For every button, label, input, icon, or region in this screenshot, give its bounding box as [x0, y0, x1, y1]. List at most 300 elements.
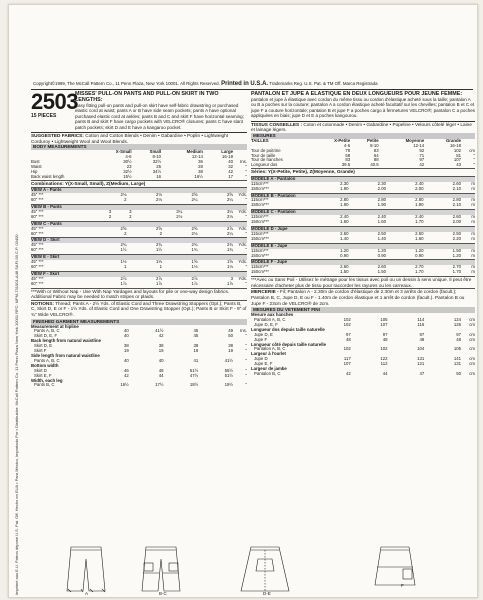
row-label: Pants A, B, C	[34, 357, 60, 363]
table-cell: 45" ***	[31, 242, 44, 248]
table-cell: 2.70	[452, 264, 461, 270]
table-cell: 2	[159, 230, 162, 236]
table-cell: 1.50	[377, 269, 386, 275]
table-cell: Yds.	[238, 242, 247, 248]
table-cell: 2⅝	[227, 192, 233, 198]
table-cell: 2⅛	[191, 230, 198, 236]
drawing-label-a: A	[85, 591, 89, 596]
view-block	[31, 221, 247, 237]
table-cell: 2⅞	[227, 225, 233, 231]
table-cell: cm	[469, 336, 475, 342]
table-row	[251, 254, 475, 259]
table-cell: "	[245, 357, 247, 363]
table-cell: 19	[193, 348, 199, 354]
table-cell: 0.90	[340, 252, 349, 258]
nap-note: ***With or Without Nap - Use With Nap Yardages and layouts for pile or one-way design fabrics. Additional Fabric may be needed to match stripes or plaids.	[31, 288, 247, 300]
table-cell: "	[245, 343, 247, 349]
table-cell: 0.90	[377, 252, 386, 258]
table-cell: Yds.	[238, 208, 247, 214]
table-row	[31, 383, 247, 388]
table-cell: 42	[123, 372, 129, 378]
view-block	[251, 243, 475, 259]
table-cell: 1.60	[415, 235, 424, 241]
table-cell: 42	[158, 333, 164, 339]
table-cell: 97	[382, 331, 388, 337]
table-cell: 2.40	[377, 214, 386, 220]
table-cell: m	[471, 180, 475, 186]
table-cell: 51½	[224, 372, 233, 378]
drawing-label-bc: B-C	[159, 591, 167, 596]
table-cell: 55½	[224, 367, 233, 373]
table-cell: 1⅞	[156, 280, 162, 286]
table-cell: m	[471, 252, 475, 258]
row-label: Skirt D, E, F	[34, 333, 58, 339]
view-block	[251, 226, 475, 242]
table-cell: m	[471, 197, 475, 203]
table-cell: 45" ***	[31, 275, 44, 281]
table-cell: 1.60	[377, 219, 386, 225]
table-cell: 40	[123, 328, 129, 334]
table-cell: 2.50	[340, 230, 349, 236]
body-measurements-table-fr: TAILLES X-Petite Petite Moyenne Grande 4-6 8-10 12-14 16-18 Tour de poitrine 78 83 92 102 cm Tour de taille 58 64 71 81 " Tour de hanches 83 88 97 107 " Longueur dos 39.5 40.5 42 43 "	[251, 137, 475, 168]
row-label: Side length from natural waistline	[31, 352, 100, 358]
table-row	[31, 215, 247, 220]
table-cell: 2.00	[377, 185, 386, 191]
table-cell: 1½	[156, 247, 162, 253]
table-cell: 1.20	[415, 247, 424, 253]
table-cell: 1½	[120, 247, 127, 253]
table-cell: 48	[158, 367, 164, 373]
table-cell: 1.70	[452, 269, 461, 275]
row-label: Largeur de jambe	[251, 366, 287, 372]
table-cell: 2⅞	[120, 275, 127, 281]
table-cell: 115cm***	[251, 230, 269, 236]
table-row	[31, 232, 247, 237]
view-block	[31, 271, 247, 287]
table-cell: m	[471, 269, 475, 275]
table-cell: 2⅝	[191, 225, 198, 231]
table-cell: 150cm***	[251, 219, 269, 225]
table-cell: 115cm***	[251, 180, 269, 186]
table-cell: 45" ***	[31, 208, 44, 214]
table-cell: 60" ***	[31, 213, 44, 219]
table-cell: 41½	[224, 357, 233, 363]
table-cell: 38	[193, 343, 199, 349]
table-cell: "	[245, 230, 247, 236]
table-cell: 45	[193, 328, 199, 334]
table-cell: Yds.	[238, 192, 247, 198]
table-row	[251, 270, 475, 275]
table-row: Back waist length 15½ 16 16½ 17 "	[31, 173, 247, 179]
view-label: MODELE B - Pantalon	[251, 194, 475, 199]
table-row	[251, 203, 475, 208]
table-cell: 131	[417, 356, 425, 362]
table-cell: 107	[343, 361, 351, 367]
table-cell: "	[245, 348, 247, 354]
view-label: MODELE E - Jupe	[251, 244, 475, 249]
table-cell: 115cm***	[251, 197, 269, 203]
body-measurements-heading-fr: MESURES	[251, 133, 475, 139]
table-row	[31, 248, 247, 253]
table-cell: 2.60	[340, 264, 349, 270]
table-cell: 122	[380, 356, 388, 362]
table-cell: 102	[343, 321, 351, 327]
table-row: Tour de hanches 83 88 97 107 "	[251, 157, 475, 163]
table-cell: 51½	[189, 367, 199, 373]
table-cell: 40	[158, 357, 164, 363]
table-cell: 40	[123, 357, 129, 363]
table-cell: 3	[108, 208, 112, 214]
table-cell: "	[245, 263, 247, 269]
table-cell: 2.30	[340, 180, 349, 186]
table-cell: 2.10	[452, 202, 461, 208]
table-cell: 19	[123, 348, 129, 354]
table-cell: 104	[417, 346, 425, 352]
description-text-fr: pantalon et jupe à élastique avec cordon du même tissu ou cordon d'élastique acheté sous la taille; pantalon A ou B a poches sur la couture; pantalon A a cordon élastique acheté facultatif sur les chevilles; pantalon B et C et jupe F a couture horizontale; pantalon B et jupe F a poches cargo à fermetures VELCRO®; pantalon C a poches appliquées en biais; jupe D et E a poches kangourou.	[251, 97, 475, 119]
table-cell: 1⅓	[156, 259, 162, 265]
table-cell: 2	[129, 213, 132, 219]
table-cell: 131	[453, 361, 461, 367]
table-cell: 47	[419, 371, 425, 376]
pattern-envelope-back	[8, 4, 478, 598]
table-cell: 2.30	[377, 180, 386, 186]
table-cell: 1⅝	[191, 259, 198, 265]
table-cell: 114	[417, 317, 425, 323]
table-cell: 60" ***	[31, 197, 44, 203]
table-cell: 1.20	[377, 247, 386, 253]
finished-heading: FINISHED GARMENT MEASUREMENTS	[31, 319, 247, 325]
yardage-views-fr	[251, 176, 475, 275]
body-measurements-heading: BODY MEASUREMENTS	[31, 144, 247, 150]
view-label: VIEW D - Skirt	[31, 238, 247, 243]
table-cell: 116	[417, 321, 425, 327]
table-cell: 2⅞	[191, 275, 198, 281]
table-cell: 19	[158, 348, 164, 354]
table-cell: m	[471, 247, 475, 253]
table-cell: 107	[380, 321, 388, 327]
table-cell: 38	[228, 343, 233, 349]
table-cell: "	[245, 280, 247, 286]
table-cell: 19½	[224, 382, 233, 388]
table-cell: 150cm***	[251, 252, 269, 258]
table-cell: 3¼	[176, 208, 183, 214]
table-row: Tour de poitrine 78 83 92 102 cm	[251, 147, 475, 153]
table-cell: m	[471, 185, 475, 191]
table-cell: Yds.	[238, 259, 247, 265]
table-cell: 2.50	[452, 230, 461, 236]
table-cell: 2.60	[452, 214, 461, 220]
table-cell: 60" ***	[31, 263, 44, 269]
table-cell: 2.80	[377, 197, 386, 203]
table-cell: 0.90	[415, 252, 424, 258]
copyright-line: Copyright©1999, The McCall Pattern Co., 11 Penn Plaza, New York 10001. All Rights Reserved. Printed in U.S.A. Trademarks Reg. U.S. Pat. & TM Off. Marca Registrada	[33, 81, 378, 87]
description-text: Easy fitting pull-on pants and pull-on skirt have self-fabric drawstring or purchased elastic cord at waist; pants A or B have side seam pockets; pants A have optional purchased elastic cord at ankles; pants B and C and skirt F have horizontal seaming; pants B and skirt F have cargo pockets with VELCRO® closures; pants C have slant patch pockets; skirt D and E have a kangaroo pocket.	[75, 103, 244, 130]
table-cell: 2⅝	[120, 225, 127, 231]
drawing-label-de: D-E	[263, 591, 271, 596]
view-label: VIEW F - Skirt	[31, 272, 247, 277]
table-cell: 1⅝	[227, 259, 233, 265]
row-label: Pants B, C	[34, 382, 55, 388]
table-cell: 2.50	[377, 230, 386, 236]
table-cell: cm	[469, 317, 475, 323]
table-cell: cm	[469, 346, 475, 352]
table-cell: 2¾	[120, 242, 127, 248]
view-label: MODELE F - Jupe	[251, 260, 475, 265]
table-cell: 2.40	[415, 180, 424, 186]
side-legal-text: Imprimé aux E.U. Patron déposé U.S. Pat. Off. Hecho en EUA • Para México, Importado Por • Distribuidor: McCall Pattern Co. 11 Penn Plaza New York 10001 RFC: MPM-731001-A48 SAFI-90 C.P. 03400	[14, 234, 19, 595]
table-cell: 2¼	[227, 197, 233, 203]
table-cell: 2.80	[340, 197, 349, 203]
table-cell: Yds.	[238, 225, 247, 231]
row-label: Pants A, B, C	[34, 328, 60, 334]
table-cell: 150cm***	[251, 202, 269, 208]
row-label: Pantalon A, B, C	[254, 346, 286, 352]
view-block	[251, 209, 475, 225]
table-cell: 2.80	[415, 197, 424, 203]
view-block	[251, 259, 475, 275]
table-cell: 45" ***	[31, 259, 44, 265]
table-cell: Yds.	[238, 275, 247, 281]
table-row	[251, 220, 475, 225]
table-cell: "	[245, 382, 247, 388]
table-row: Hip 32½ 34½ 38 42 "	[31, 168, 247, 174]
table-cell: 18½	[189, 382, 199, 388]
table-cell: 1	[159, 263, 162, 269]
table-cell: 1.90	[340, 185, 349, 191]
table-cell: 2	[108, 213, 112, 219]
table-cell: 2¼	[227, 230, 233, 236]
table-cell: 1.50	[340, 269, 349, 275]
table-cell: "	[245, 367, 247, 373]
table-cell: 150cm***	[251, 185, 269, 191]
table-cell: 121	[417, 361, 425, 367]
table-cell: 2⅝	[156, 225, 162, 231]
table-row: Bust 30½ 32½ 36 40 Ins.	[31, 159, 247, 165]
table-cell: 19	[228, 348, 233, 354]
table-cell: 42	[345, 371, 351, 376]
table-cell: 112	[380, 361, 388, 367]
combinations: Combinations: Y(X-Small, Small), Z(Medium, Large)	[31, 180, 247, 187]
table-cell: 16½	[120, 382, 129, 388]
table-cell: 2.60	[377, 264, 386, 270]
top-rule	[31, 89, 473, 90]
table-cell: 1	[124, 263, 127, 269]
table-cell: 115cm***	[251, 247, 269, 253]
row-label: Bottom width	[31, 362, 59, 368]
table-cell: 124	[453, 317, 461, 323]
description-title-fr: PANTALON ET JUPE A ELASTIQUE EN DEUX LONGUEURS POUR JEUNE FEMME:	[251, 91, 463, 97]
table-cell: 60" ***	[31, 230, 44, 236]
table-cell: 2¼	[191, 197, 198, 203]
table-cell: 2⅛	[227, 213, 233, 219]
table-cell: 2	[124, 197, 127, 203]
row-label: Skirt D	[34, 367, 47, 373]
table-cell: 17½	[155, 382, 164, 388]
row-label: Measurement at hipline	[31, 323, 79, 329]
table-cell: cm	[469, 321, 475, 327]
table-cell: 2	[124, 230, 127, 236]
table-cell: 1⅓	[120, 259, 127, 265]
table-cell: 3	[230, 275, 233, 281]
pants-a-drawing	[67, 547, 105, 592]
table-cell: 48	[382, 336, 388, 342]
table-cell: 38	[123, 343, 129, 349]
view-label: MODELE D - Jupe	[251, 227, 475, 232]
table-cell: 1.50	[452, 247, 461, 253]
view-label: MODELE A - Pantalon	[251, 177, 475, 182]
row-label: Jupe E, F	[254, 361, 273, 367]
table-cell: 46	[123, 367, 129, 373]
row-label: Back length from natural waistline	[31, 338, 101, 344]
pants-bc-drawing	[142, 547, 180, 591]
table-cell: 1.40	[340, 235, 349, 241]
row-label: Jupe F	[254, 336, 268, 342]
table-cell: 47½	[189, 372, 199, 378]
table-cell: 44	[158, 372, 164, 378]
table-cell: 2.40	[340, 214, 349, 220]
table-cell: 1.70	[415, 219, 424, 225]
table-cell: 150cm***	[251, 269, 269, 275]
table-cell: 2.20	[452, 235, 461, 241]
table-cell: 2⅛	[176, 213, 183, 219]
table-cell: 48	[419, 336, 425, 342]
table-cell: 2⅞	[156, 275, 162, 281]
table-cell: 1.60	[340, 219, 349, 225]
table-cell: 41½	[155, 328, 164, 334]
table-cell: 102	[343, 346, 351, 352]
table-cell: 1¾	[191, 247, 198, 253]
table-cell: 97	[419, 331, 425, 337]
table-cell: 49	[228, 328, 233, 334]
table-cell: 48	[345, 336, 351, 342]
table-cell: 1⅞	[120, 280, 127, 286]
table-cell: 1.20	[452, 252, 461, 258]
table-cell: 2.60	[452, 180, 461, 186]
table-cell: 3	[129, 208, 132, 214]
table-cell: 2⅛	[156, 197, 162, 203]
yardage-views	[31, 187, 247, 286]
table-row	[251, 237, 475, 242]
table-cell: cm	[469, 361, 475, 367]
table-cell: 45" ***	[31, 192, 44, 198]
table-row: Longueur dos 39.5 40.5 42 43 "	[251, 162, 475, 168]
table-cell: m	[471, 230, 475, 236]
row-label: Width, each leg	[31, 377, 63, 383]
body-measurements-table: X-Small Small Medium Large 4-6 8-10 12-14 16-18 Bust 30½ 32½ 36 40 Ins. Waist 23 25 28 32 " Hip 32½ 34½ 38 42 " Back waist length 15½ 16 16½ 17 "	[31, 149, 247, 179]
table-row: Tour de taille 58 64 71 81 "	[251, 152, 475, 158]
table-cell: 2.70	[415, 264, 424, 270]
notions: NOTIONS: Thread; Pants A - 2½ Yds. of Elastic Cord and Three Drawstring Stoppers (Opt.); Pants B, C, Skirt D, E or F - 1½ Yds. of Elastic Cord and One Drawstring Stopper (Opt.); Pants B or Skirt F - 9" of ¾" Wide VELCRO®.	[31, 300, 247, 317]
table-cell: cm	[469, 356, 475, 362]
table-cell: m	[471, 264, 475, 270]
table-row	[251, 187, 475, 192]
table-cell: "	[245, 333, 247, 339]
description-title: MISSES' PULL-ON PANTS AND PULL-ON SKIRT IN TWO LENGTHS:	[75, 91, 219, 103]
view-label: VIEW B - Pants	[31, 205, 247, 210]
view-label: VIEW A - Pants	[31, 188, 247, 193]
table-cell: m	[471, 219, 475, 225]
table-cell: 150cm***	[251, 235, 269, 241]
table-cell: 1⅞	[191, 280, 198, 286]
row-label: Largeur à l'ourlet	[251, 351, 286, 357]
view-label: VIEW C - Pants	[31, 222, 247, 227]
drawing-label-f: F	[401, 583, 404, 588]
row-label: Pantalon A, B, C	[254, 317, 286, 323]
pattern-number: 2503	[31, 89, 78, 114]
table-row	[251, 372, 475, 377]
nap-note-fr: ***Avec ou Sans Poil - Utilisez le métrage pour les tissus avec poil ou un dessin à sens unique. Il peut être nécessaire d'acheter plus de tissu pour raccorder les rayures ou les carreaux.	[251, 276, 475, 288]
table-cell: 1.90	[340, 202, 349, 208]
table-cell: 41	[193, 357, 199, 363]
skirt-f-drawing	[375, 547, 415, 585]
table-cell: Ins.	[240, 328, 247, 334]
table-cell: 2.50	[415, 230, 424, 236]
row-label: Jupe D	[254, 356, 268, 362]
table-cell: 2¾	[227, 242, 233, 248]
table-row	[31, 282, 247, 287]
table-cell: 126	[453, 321, 461, 327]
table-row: Waist 23 25 28 32 "	[31, 163, 247, 169]
view-block	[251, 193, 475, 209]
piece-count: 15 PIECES	[31, 113, 57, 119]
table-cell: 38	[158, 343, 164, 349]
row-label: Jupe D, E, F	[254, 321, 278, 327]
table-cell: 44	[382, 371, 388, 376]
table-cell: 1.90	[415, 202, 424, 208]
technical-drawings	[31, 545, 473, 595]
row-label: Mesure aux hanches	[251, 312, 294, 318]
row-label: Skirt D, E	[34, 343, 53, 349]
table-cell: 48	[456, 336, 461, 342]
table-cell: 105	[453, 346, 461, 352]
table-cell: 50	[228, 333, 233, 339]
table-cell: 1¾	[227, 247, 233, 253]
table-cell: m	[471, 202, 475, 208]
table-cell: 45	[193, 333, 199, 339]
table-cell: 45" ***	[31, 225, 44, 231]
table-cell: 40	[123, 333, 129, 339]
table-row	[31, 265, 247, 270]
view-block	[31, 187, 247, 203]
notions-fr: MERCERIE - Fil; Pantalon A - 2.30m de cordon d'élastique de 2.30m et 3 arrêts de cordon (facult.); Pantalon B, C, Jupe D, E ou F - 1.40m de cordon élastique et 1 arrêt de cordon (facult.). Pantalon B ou Jupe F - 23cm de VELCRO® de 2cm.	[251, 288, 475, 306]
row-label: Jupe D, E	[254, 331, 273, 337]
table-cell: 1.70	[415, 269, 424, 275]
view-label: VIEW E - Skirt	[31, 255, 247, 260]
table-cell: 115cm***	[251, 264, 269, 270]
table-cell: 102	[343, 317, 351, 323]
table-cell: 1⅞	[227, 280, 233, 286]
row-label: Pantalon B, C	[254, 371, 281, 376]
table-cell: 2¾	[156, 242, 162, 248]
table-cell: "	[245, 247, 247, 253]
french-column	[251, 91, 475, 377]
table-cell: 2⅛	[156, 192, 162, 198]
view-label: MODELE C - Pantalon	[251, 210, 475, 215]
english-column	[31, 91, 247, 388]
table-cell: 2¾	[191, 242, 198, 248]
table-cell: "	[245, 372, 247, 378]
finished-measurements-table	[31, 325, 247, 389]
finished-measurements-table-fr	[251, 313, 475, 377]
suggested-fabrics: SUGGESTED FABRICS: Cotton and Cotton Blends • Denim • Gabardine • Poplin • Lightweight Corduroy • Lightweight Wool and Wool Blends.	[31, 133, 229, 144]
table-cell: m	[471, 214, 475, 220]
view-block	[31, 254, 247, 270]
row-label: Longueur dos depuis taille naturelle	[251, 326, 325, 332]
table-cell: 2.00	[415, 185, 424, 191]
table-cell: 1⅛	[227, 263, 233, 269]
table-cell: 1.90	[377, 202, 386, 208]
table-cell: "	[245, 213, 247, 219]
